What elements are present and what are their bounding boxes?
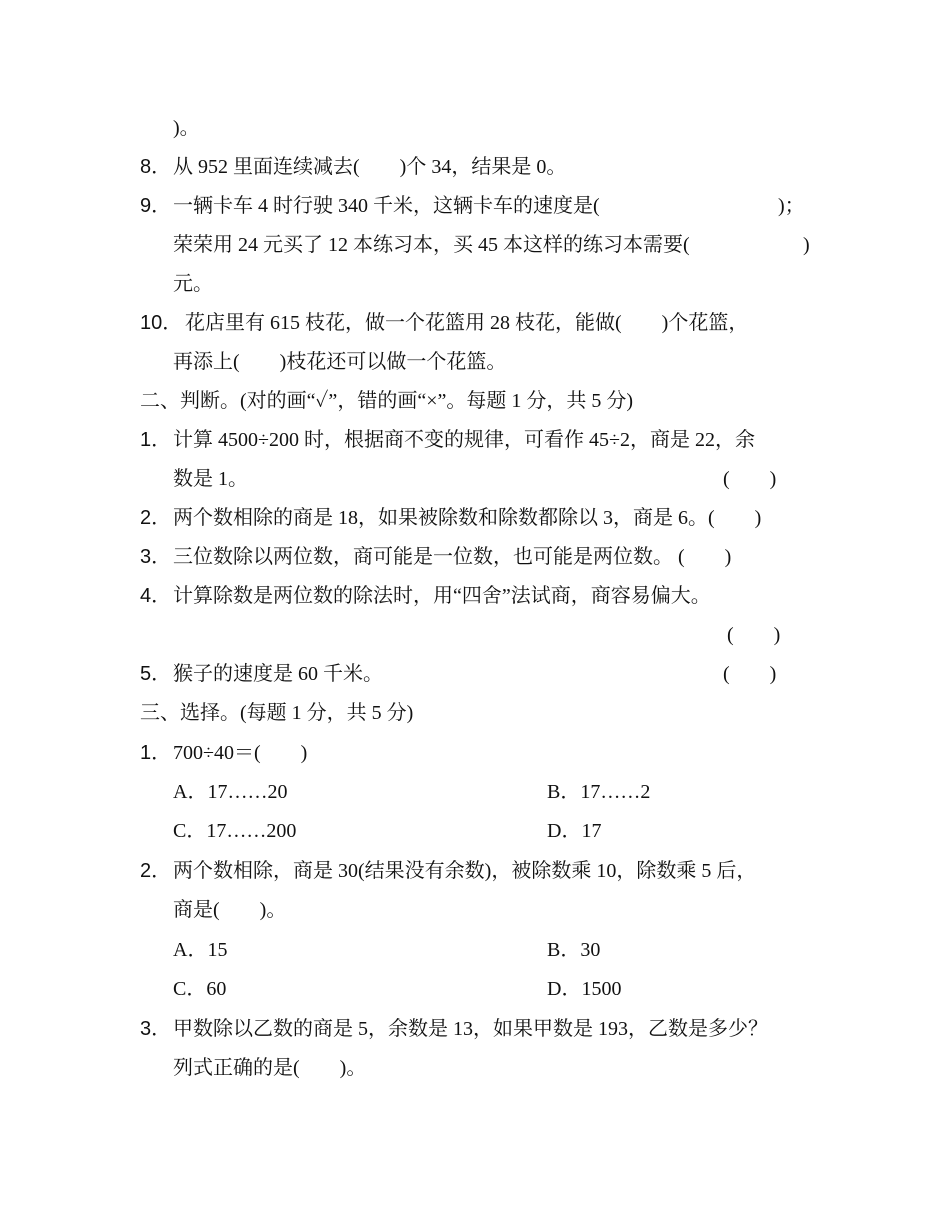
judge-q3-number: 3．	[140, 546, 172, 568]
choice-q2-option-c[interactable]: C．60	[173, 978, 227, 1000]
section-judge-heading: 二、判断。(对的画“✓”，错的画“×”。每题 1 分，共 5 分)	[140, 390, 634, 412]
judge-q1-line1: 计算 4500÷200 时，根据商不变的规律，可看作 45÷2，商是 22，余	[173, 429, 755, 451]
judge-q1-answer-blank[interactable]: ( )	[723, 468, 777, 490]
choice-q1-option-b[interactable]: B．17……2	[547, 781, 651, 803]
choice-q2-line1: 两个数相除，商是 30(结果没有余数)，被除数乘 10，除数乘 5 后，	[173, 860, 757, 882]
q9-line1-close: )；	[778, 195, 805, 217]
judge-q2-text: 两个数相除的商是 18，如果被除数和除数都除以 3，商是 6。( )	[173, 507, 762, 529]
choice-q1-option-a[interactable]: A．17……20	[173, 781, 288, 803]
choice-q2-line2: 商是( )。	[173, 899, 287, 921]
choice-q3-line1: 甲数除以乙数的商是 5，余数是 13，如果甲数是 193，乙数是多少？	[173, 1018, 768, 1040]
choice-q1-stem: 700÷40＝( )	[173, 742, 308, 764]
judge-q4-answer-blank[interactable]: ( )	[727, 624, 781, 646]
q9-line3: 元。	[173, 273, 213, 295]
judge-q5-number: 5．	[140, 663, 172, 685]
q10-line1: 花店里有 615 枝花，做一个花篮用 28 枝花，能做( )个花篮，	[185, 312, 749, 334]
q9-number: 9．	[140, 195, 172, 217]
q8-number: 8．	[140, 156, 172, 178]
judge-q1-number: 1．	[140, 429, 172, 451]
choice-q2-number: 2．	[140, 860, 172, 882]
q9-line1: 一辆卡车 4 时行驶 340 千米，这辆卡车的速度是(	[173, 195, 600, 217]
choice-q1-option-d[interactable]: D．17	[547, 820, 602, 842]
choice-q2-option-b[interactable]: B．30	[547, 939, 601, 961]
judge-q1-line2: 数是 1。	[173, 468, 248, 490]
q10-number: 10．	[140, 312, 183, 334]
q10-line2: 再添上( )枝花还可以做一个花篮。	[173, 351, 507, 373]
choice-q2-option-d[interactable]: D．1500	[547, 978, 622, 1000]
q9-line2: 荣荣用 24 元买了 12 本练习本，买 45 本这样的练习本需要(	[173, 234, 690, 256]
judge-q3-text: 三位数除以两位数，商可能是一位数，也可能是两位数。 ( )	[173, 546, 732, 568]
judge-q5-answer-blank[interactable]: ( )	[723, 663, 777, 685]
q9-line2-close: )	[803, 234, 810, 256]
judge-q4-text: 计算除数是两位数的除法时，用“四舍”法试商，商容易偏大。	[173, 585, 711, 607]
section-choice-heading: 三、选择。(每题 1 分，共 5 分)	[140, 702, 414, 724]
q8-text: 从 952 里面连续减去( )个 34，结果是 0。	[173, 156, 567, 178]
q7-tail: )。	[173, 117, 200, 139]
choice-q1-number: 1．	[140, 742, 172, 764]
judge-q4-number: 4．	[140, 585, 172, 607]
choice-q3-number: 3．	[140, 1018, 172, 1040]
choice-q2-option-a[interactable]: A．15	[173, 939, 228, 961]
choice-q1-option-c[interactable]: C．17……200	[173, 820, 297, 842]
choice-q3-line2: 列式正确的是( )。	[173, 1057, 367, 1079]
judge-q5-text: 猴子的速度是 60 千米。	[173, 663, 383, 685]
judge-q2-number: 2．	[140, 507, 172, 529]
